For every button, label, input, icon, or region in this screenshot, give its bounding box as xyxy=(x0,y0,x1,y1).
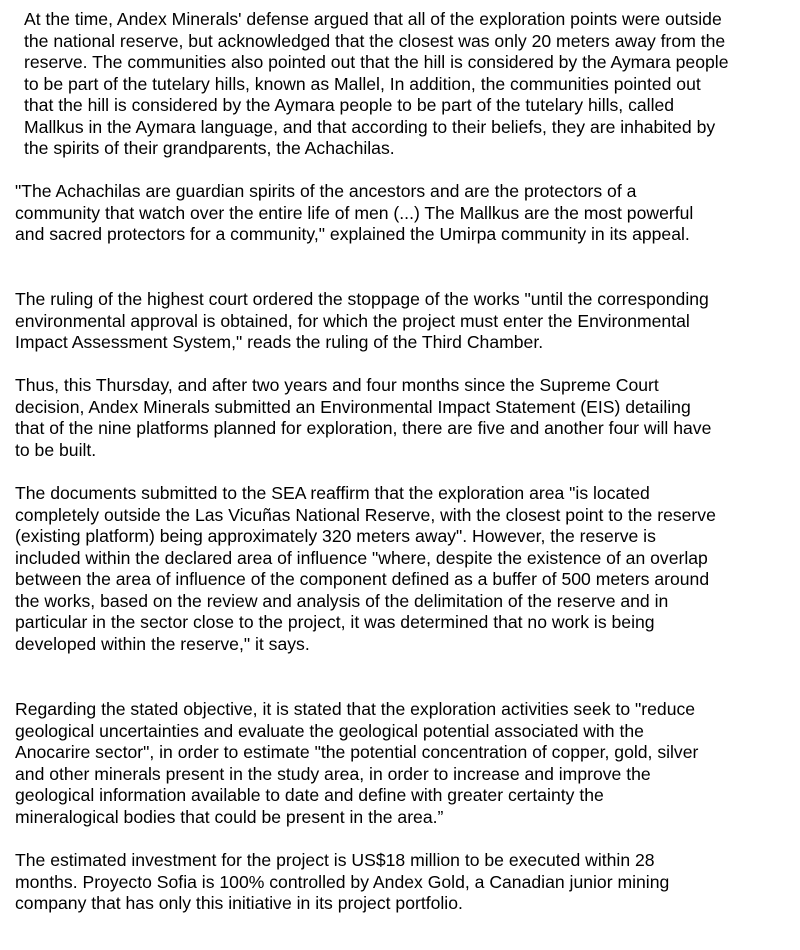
text-line: community that watch over the entire life of men (...) The Mallkus are the most powerful xyxy=(15,202,694,223)
text-line: (existing platform) being approximately 320 meters away". However, the reserve is xyxy=(15,526,656,546)
paragraph-sea-documents xyxy=(15,483,716,655)
text-line: and sacred protectors for a community," explained the Umirpa community in its appeal. xyxy=(15,224,690,244)
text-line: included within the declared area of influence "where, despite the existence of an overlap xyxy=(15,547,708,568)
text-line: that the hill is considered by the Aymara people to be part of the tutelary hills, called xyxy=(24,95,675,115)
text-line: the works, based on the review and analysis of the delimitation of the reserve and in xyxy=(15,590,669,611)
text-line: geological information available to date and define with greater certainty the xyxy=(15,785,604,805)
text-line: decision, Andex Minerals submitted an Environmental Impact Statement (EIS) detailing xyxy=(15,396,691,417)
text-line: completely outside the Las Vicuñas National Reserve, with the closest point to the reserve xyxy=(15,504,716,525)
text-line: Regarding the stated objective, it is stated that the exploration activities seek to "reduce xyxy=(15,699,696,719)
text-line: Anocarire sector", in order to estimate "the potential concentration of copper, gold, silver xyxy=(15,742,699,762)
text-line: At the time, Andex Minerals' defense argued that all of the exploration points were outside xyxy=(24,9,722,29)
text-line: between the area of influence of the component defined as a buffer of 500 meters around xyxy=(15,569,710,589)
text-line: Thus, this Thursday, and after two years and four months since the Supreme Court xyxy=(15,375,659,395)
text-line: particular in the sector close to the project, it was determined that no work is being xyxy=(15,612,655,632)
paragraph-achachilas-quote xyxy=(15,181,693,246)
paragraph-court-ruling xyxy=(15,289,709,354)
text-line: and other minerals present in the study area, in order to increase and improve the xyxy=(15,763,651,784)
text-line: developed within the reserve," it says. xyxy=(15,633,310,654)
paragraph-andex-defense xyxy=(24,9,728,160)
text-line: The estimated investment for the project is US$18 million to be executed within 28 xyxy=(15,850,655,870)
text-line: Mallkus in the Aymara language, and that according to their beliefs, they are inhabited by xyxy=(24,116,716,137)
text-line: company that has only this initiative in its project portfolio. xyxy=(15,893,463,913)
text-line: reserve. The communities also pointed out that the hill is considered by the Aymara people xyxy=(24,52,729,72)
text-line: Impact Assessment System," reads the ruling of the Third Chamber. xyxy=(15,332,544,352)
text-line: the spirits of their grandparents, the Achachilas. xyxy=(24,138,395,158)
paragraph-investment xyxy=(15,850,669,915)
text-line: The documents submitted to the SEA reaffirm that the exploration area "is located xyxy=(15,483,650,503)
text-line: to be part of the tutelary hills, known as Mallel, In addition, the communities pointed out xyxy=(24,73,701,94)
text-line: environmental approval is obtained, for which the project must enter the Environmental xyxy=(15,310,690,331)
text-line: months. Proyecto Sofia is 100% controlled by Andex Gold, a Canadian junior mining xyxy=(15,871,670,892)
text-line: the national reserve, but acknowledged that the closest was only 20 meters away from the xyxy=(24,30,726,51)
text-line: geological uncertainties and evaluate the geological potential associated with the xyxy=(15,720,644,741)
text-line: "The Achachilas are guardian spirits of the ancestors and are the protectors of a xyxy=(15,181,637,201)
text-line: to be built. xyxy=(15,439,97,460)
text-line: that of the nine platforms planned for exploration, there are five and another four will have xyxy=(15,418,712,438)
paragraph-eis-submission xyxy=(15,375,711,461)
text-line: The ruling of the highest court ordered the stoppage of the works "until the corresponding xyxy=(15,289,709,309)
paragraph-stated-objective xyxy=(15,699,698,828)
text-line: mineralogical bodies that could be present in the area.” xyxy=(15,806,444,827)
